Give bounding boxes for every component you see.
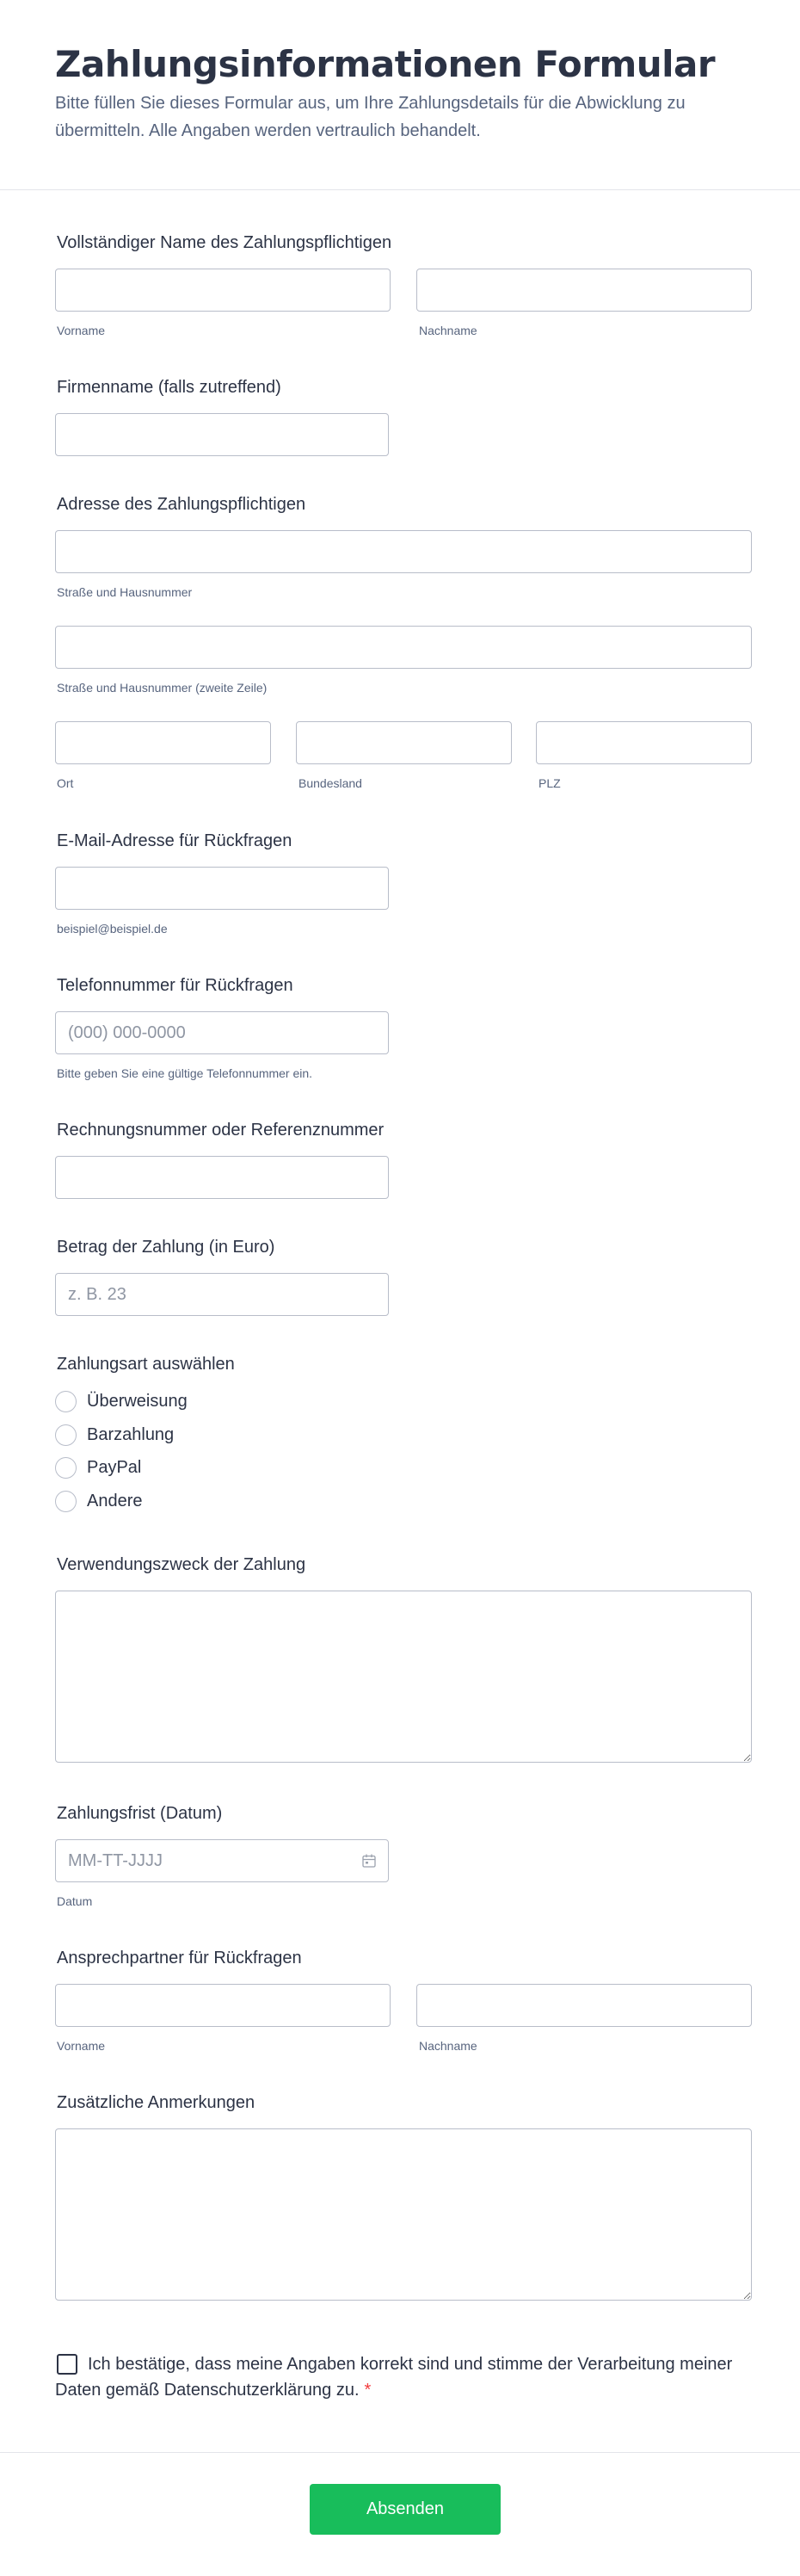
payment-option-label: PayPal (87, 1458, 142, 1477)
phone-label: Telefonnummer für Rückfragen (57, 976, 293, 995)
footer-divider (0, 2452, 800, 2453)
deadline-sublabel: Datum (57, 1894, 93, 1908)
street-line1-input[interactable] (55, 530, 752, 573)
payer-name-label: Vollständiger Name des Zahlungspflichtigen (57, 233, 392, 252)
payment-option-paypal[interactable] (55, 1457, 141, 1479)
phone-input[interactable] (55, 1011, 389, 1054)
contact-label: Ansprechpartner für Rückfragen (57, 1949, 302, 1968)
payment-option-barzahlung[interactable] (55, 1424, 174, 1446)
contact-first-name-input[interactable] (55, 1984, 391, 2027)
radio-button[interactable] (55, 1491, 77, 1512)
form-title: Zahlungsinformationen Formular (55, 43, 716, 85)
form-subtitle: Bitte füllen Sie dieses Formular aus, um Ihre Zahlungsdetails für die Abwicklung zu übermitteln. Alle Angaben werden vertraulich behandelt. (55, 94, 686, 140)
zip-input[interactable] (536, 721, 752, 764)
payer-last-name-sublabel: Nachname (419, 324, 477, 337)
payment-method-label: Zahlungsart auswählen (57, 1355, 235, 1374)
payment-option-andere[interactable] (55, 1491, 143, 1512)
invoice-label: Rechnungsnummer oder Referenznummer (57, 1121, 385, 1140)
street-line2-sublabel: Straße und Hausnummer (zweite Zeile) (57, 681, 268, 695)
email-label: E-Mail-Adresse für Rückfragen (57, 831, 292, 850)
radio-button[interactable] (55, 1391, 77, 1412)
consent-label: Ich bestätige, dass meine Angaben korrekt sind und stimme der Verarbeitung meiner Daten gemäß Datenschutzerklärung zu. (55, 2355, 733, 2400)
city-sublabel: Ort (57, 776, 74, 790)
state-sublabel: Bundesland (298, 776, 362, 790)
consent-text (55, 2351, 735, 2403)
street-line1-sublabel: Straße und Hausnummer (57, 585, 193, 599)
email-sublabel: beispiel@beispiel.de (57, 922, 168, 936)
payer-first-name-input[interactable] (55, 269, 391, 312)
city-input[interactable] (55, 721, 271, 764)
contact-last-name-sublabel: Nachname (419, 2039, 477, 2053)
company-label: Firmenname (falls zutreffend) (57, 378, 281, 397)
notes-label: Zusätzliche Anmerkungen (57, 2093, 255, 2112)
amount-label: Betrag der Zahlung (in Euro) (57, 1238, 275, 1257)
company-input[interactable] (55, 413, 389, 456)
amount-input[interactable] (55, 1273, 389, 1316)
radio-button[interactable] (55, 1457, 77, 1479)
notes-textarea[interactable] (55, 2128, 752, 2301)
state-input[interactable] (296, 721, 512, 764)
payment-option-label: Überweisung (87, 1392, 188, 1411)
submit-button[interactable]: Absenden (310, 2484, 501, 2535)
street-line2-input[interactable] (55, 626, 752, 669)
calendar-icon[interactable] (361, 1853, 377, 1869)
payer-first-name-sublabel: Vorname (57, 324, 106, 337)
payer-last-name-input[interactable] (416, 269, 752, 312)
address-label: Adresse des Zahlungspflichtigen (57, 495, 306, 514)
purpose-textarea[interactable] (55, 1591, 752, 1763)
payment-option-ueberweisung[interactable] (55, 1391, 188, 1412)
email-input[interactable] (55, 867, 389, 910)
payment-option-label: Barzahlung (87, 1425, 175, 1444)
required-mark: * (364, 2381, 372, 2400)
invoice-input[interactable] (55, 1156, 389, 1199)
zip-sublabel: PLZ (538, 776, 561, 790)
radio-button[interactable] (55, 1424, 77, 1446)
deadline-label: Zahlungsfrist (Datum) (57, 1804, 223, 1823)
phone-sublabel: Bitte geben Sie eine gültige Telefonnummer ein. (57, 1066, 313, 1080)
contact-last-name-input[interactable] (416, 1984, 752, 2027)
purpose-label: Verwendungszweck der Zahlung (57, 1555, 306, 1574)
form-header (0, 0, 800, 190)
payment-option-label: Andere (87, 1492, 143, 1510)
contact-first-name-sublabel: Vorname (57, 2039, 106, 2053)
deadline-date-input[interactable] (55, 1839, 389, 1882)
